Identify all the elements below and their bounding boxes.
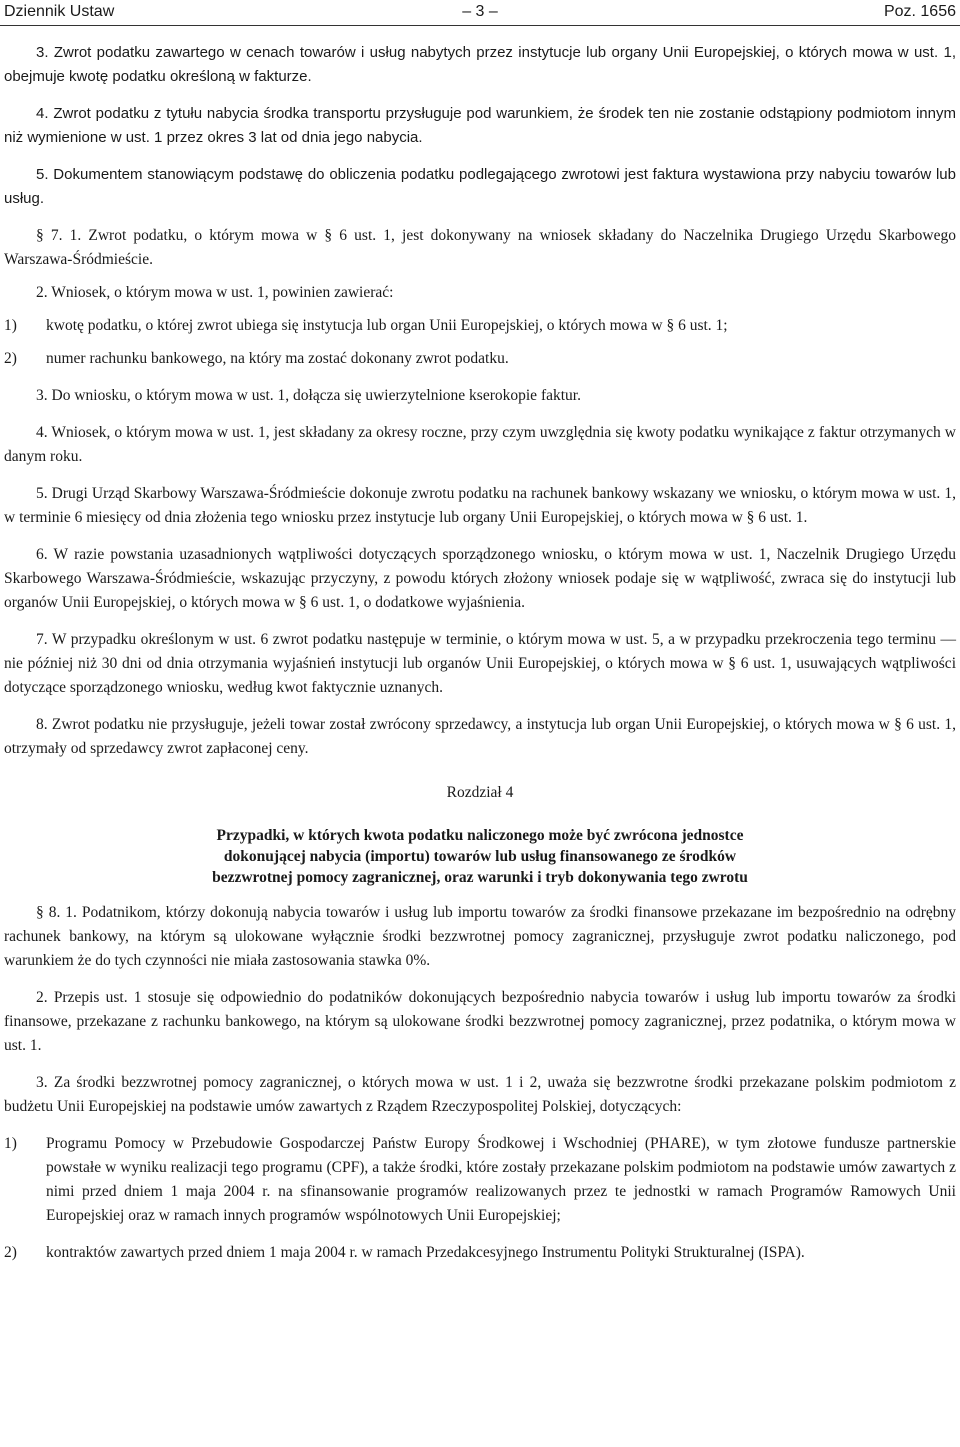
chapter-label: Rozdział 4 (446, 784, 514, 801)
paragraph-7-8: 8. Zwrot podatku nie przysługuje, jeżeli towar został zwrócony sprzedawcy, a instytucja lub organ Unii Europejskiej, o których mowa w § 6 ust. 1, otrzymały od sprzedawcy zwrot zapłaconej ceny. (4, 716, 956, 757)
list-item-number: 1) (4, 1135, 17, 1152)
paragraph-7-2: 2. Wniosek, o którym mowa w ust. 1, powinien zawierać: (36, 284, 394, 301)
paragraph-6-4: 4. Zwrot podatku z tytułu nabycia środka transportu przysługuje pod warunkiem, że środek ten nie zostanie odstąpiony podmiotom innym niż wymienione w ust. 1 przez okres 3 lat od dnia jego nabycia. (4, 105, 956, 146)
list-item-number: 1) (4, 317, 17, 334)
list-item-text: kwotę podatku, o której zwrot ubiega się instytucja lub organ Unii Europejskiej, o których mowa w § 6 ust. 1; (46, 317, 728, 334)
chapter-title-line-2: dokonującej nabycia (importu) towarów lub usług finansowanego ze środków (223, 848, 737, 865)
paragraph-8-2: 2. Przepis ust. 1 stosuje się odpowiednio do podatników dokonujących bezpośrednio nabycia towarów i usług lub importu towarów za środki finansowe, przekazane z rachunku bankowego, na którym są ulokowane środki bezzwrotnej pomocy zagranicznej, przez podatnika, o którym mowa w ust. 1. (4, 989, 956, 1054)
list-item-number: 2) (4, 1244, 17, 1261)
paragraph-7-3: 3. Do wniosku, o którym mowa w ust. 1, dołącza się uwierzytelnione kserokopie faktur. (36, 387, 581, 404)
paragraph-7-1: § 7. 1. Zwrot podatku, o którym mowa w § 6 ust. 1, jest dokonywany na wniosek składany do Naczelnika Drugiego Urzędu Skarbowego Warszawa-Śródmieście. (4, 227, 956, 268)
paragraph-8-1: § 8. 1. Podatnikom, którzy dokonują nabycia towarów i usług lub importu towarów za środki finansowe przekazane im bezpośrednio na odrębny rachunek bankowy, na którym są ulokowane wyłącznie środki bezzwrotnej pomocy zagranicznej, przysługuje zwrot podatku naliczonego, pod warunkiem że do tych czynności nie miała zastosowania stawka 0%. (4, 904, 956, 969)
position-number: Poz. 1656 (883, 3, 956, 20)
paragraph-7-4: 4. Wniosek, o którym mowa w ust. 1, jest składany za okresy roczne, przy czym uwzględnia się kwoty podatku wynikające z faktur otrzymanych w danym roku. (4, 424, 956, 465)
list-item-text: Programu Pomocy w Przebudowie Gospodarczej Państw Europy Środkowej i Wschodniej (PHARE), w tym złotowe fundusze partnerskie powstałe w wyniku realizacji tego programu (CPF), a także środki, które zostały przekazane polskim podmiotom na podstawie umów zawartych z nimi przed dniem 1 maja 2004 r. na sfinansowanie programów realizowanych przez te jednostki w ramach Programów Ramowych Unii Europejskiej oraz w ramach innych programów wspólnotowych Unii Europejskiej; (46, 1135, 956, 1224)
list-item (4, 314, 956, 338)
page-number: – 3 – (462, 3, 498, 20)
page-header (0, 0, 960, 26)
paragraph-7-5: 5. Drugi Urząd Skarbowy Warszawa-Śródmieście dokonuje zwrotu podatku na rachunek bankowy wskazany we wniosku, o którym mowa w ust. 1, w terminie 6 miesięcy od dnia złożenia tego wniosku przez instytucje lub organy Unii Europejskiej, o których mowa w § 6 ust. 1. (4, 485, 956, 526)
list-item (4, 1241, 956, 1265)
list-item-number: 2) (4, 350, 17, 367)
document-body (4, 41, 956, 1265)
chapter-title-line-3: bezzwrotnej pomocy zagranicznej, oraz warunki i tryb dokonywania tego zwrotu (212, 869, 748, 886)
list-item-text: numer rachunku bankowego, na który ma zostać dokonany zwrot podatku. (46, 350, 509, 367)
paragraph-6-5: 5. Dokumentem stanowiącym podstawę do obliczenia podatku podlegającego zwrotowi jest faktura wystawiona przy nabyciu towarów lub usług. (4, 166, 956, 207)
list-item-text: kontraktów zawartych przed dniem 1 maja 2004 r. w ramach Przedakcesyjnego Instrumentu Polityki Strukturalnej (ISPA). (46, 1244, 805, 1261)
list-item (4, 1132, 956, 1228)
list-item (4, 347, 956, 371)
paragraph-8-3: 3. Za środki bezzwrotnej pomocy zagranicznej, o których mowa w ust. 1 i 2, uważa się bezzwrotne środki przekazane polskim podmiotom z budżetu Unii Europejskiej na podstawie umów zawartych z Rządem Rzeczypospolitej Polskiej, dotyczących: (4, 1074, 956, 1115)
paragraph-7-7: 7. W przypadku określonym w ust. 6 zwrot podatku następuje w terminie, o którym mowa w ust. 5, a w przypadku przekroczenia tego terminu — nie później niż 30 dni od dnia otrzymania wyjaśnień instytucji lub organów Unii Europejskiej, o których mowa w § 6 ust. 1, usuwających wątpliwości dotyczące sporządzonego wniosku, według kwot faktycznie uznanych. (4, 631, 956, 696)
paragraph-6-3: 3. Zwrot podatku zawartego w cenach towarów i usług nabytych przez instytucje lub organy Unii Europejskiej, o których mowa w ust. 1, obejmuje kwotę podatku określoną w fakturze. (4, 44, 956, 85)
header-rule (0, 25, 960, 26)
journal-name: Dziennik Ustaw (4, 3, 115, 20)
paragraph-7-6: 6. W razie powstania uzasadnionych wątpliwości dotyczących sporządzonego wniosku, o którym mowa w ust. 1, Naczelnik Drugiego Urzędu Skarbowego Warszawa-Śródmieście, wskazując przyczyny, z powodu których złożony wniosek podaje się w wątpliwość, zwraca się do instytucji lub organów Unii Europejskiej, o których mowa w § 6 ust. 1, o dodatkowe wyjaśnienia. (4, 546, 956, 611)
chapter-title-line-1: Przypadki, w których kwota podatku naliczonego może być zwrócona jednostce (216, 827, 744, 844)
